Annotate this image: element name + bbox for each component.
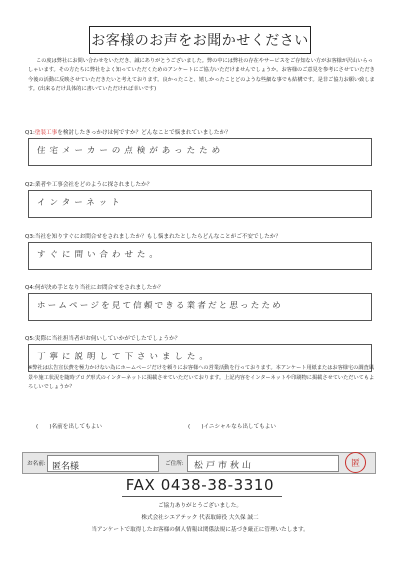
answer-2-text: インターネット: [36, 198, 125, 208]
question-1: [25, 128, 231, 136]
answer-5-text: 丁寧に説明して下さいました。: [36, 352, 213, 362]
publication-note: [28, 364, 378, 393]
question-3: [25, 232, 281, 240]
name-value: 匿名様: [52, 462, 80, 472]
option-initial-ok[interactable]: [188, 422, 276, 430]
answer-box-2[interactable]: [28, 190, 372, 218]
fax-number: FAX 0438-38-3310: [125, 476, 275, 494]
thanks-text: ご協力ありがとうございました。: [158, 503, 242, 509]
question-4: [25, 283, 164, 291]
privacy-text: 当アンケートで取得したお客様の個人情報は関係法規に基づき厳正に管理いたします。: [91, 527, 309, 533]
question-5-prefix: Q5:: [25, 336, 35, 342]
question-3-prefix: Q3:: [25, 234, 35, 240]
question-2-text: 業者や工事会社をどのように探されましたか？: [34, 182, 153, 188]
question-4-text: 何が決め手となり当社にお問合せをされましたか？: [34, 285, 164, 291]
question-1-text: を検討したきっかけは何ですか？どんなことで悩まれていましたか？: [57, 130, 231, 136]
address-label: ご住所:: [165, 461, 184, 467]
option-name-ok-checkbox[interactable]: ( ): [36, 424, 52, 430]
seal-stamp: 匿: [345, 452, 366, 473]
company-text: 株式会社シエアテック 代表取締役 大久保 誠二: [141, 515, 259, 521]
option-initial-ok-checkbox[interactable]: ( ): [188, 424, 204, 430]
answer-4-text: ホームページを見て信頼できる業者だと思ったため: [36, 301, 284, 311]
name-field[interactable]: [47, 455, 159, 472]
answer-1-text: 住宅メーカーの点検があったため: [36, 146, 225, 156]
option-name-ok[interactable]: [36, 422, 102, 430]
fax-underline: [122, 496, 282, 497]
intro-text: [28, 57, 378, 95]
question-1-highlight: 塗装工事: [34, 130, 58, 136]
survey-title: お客様のお声をお聞かせください: [89, 26, 311, 54]
question-4-prefix: Q4:: [25, 285, 35, 291]
question-5: [25, 334, 180, 342]
name-label: お名前:: [27, 461, 46, 467]
answer-box-3[interactable]: [28, 242, 372, 270]
customer-info-row: [22, 452, 376, 474]
address-field[interactable]: [187, 455, 339, 472]
question-2-prefix: Q2:: [25, 182, 35, 188]
option-name-ok-label: 名前を出してもよい: [51, 424, 102, 430]
intro-paragraph: この度は弊社にお問い合わせをいただき、誠にありがとうございました。弊の中には弊社の存在やサービスをご存知ない方がお客様が沢山いらっしゃいます。その方たちに弊社をよく知っていただくためのアンケートにご協力いただけませんでしょうか。お客様のご意見を参考にさせていただき今後の活動に反映させていただきたいと考えております。良かったこと、嬉しかったことどのような些細な事でも結構です。是非ご協力お願い致します。(出来るだけ具体的に書いていただければ幸いです): [28, 58, 375, 93]
option-initial-ok-label: イニシャルなら出してもよい: [203, 424, 276, 430]
question-3-text: 当社を知りすぐにお問合せをされましたか？もし悩まれたとしたらどんなことがご不安でしたか？: [34, 234, 281, 240]
question-1-prefix: Q1:: [25, 130, 35, 136]
question-5-text: 実際に当社担当者がお伺いしていかがでしたでしょうか？: [34, 336, 181, 342]
answer-3-text: すぐに問い合わせた。: [36, 250, 163, 260]
answer-box-4[interactable]: [28, 293, 372, 321]
answer-box-1[interactable]: [28, 138, 372, 166]
address-value: 松戸市秋山: [193, 461, 255, 471]
question-2: [25, 180, 152, 188]
publication-note-text: ※弊社は広告宣伝費を極力かけない為にホームページだけを頼りにお客様への営業活動を行っております。本アンケート用紙またはお客様宅の調査風景や施工状況を随時ブログ形式のインターネットに掲載させていただいております。上記内容をインターネットや印刷物に掲載させていただいてもよろしいでしょうか？: [28, 365, 375, 391]
